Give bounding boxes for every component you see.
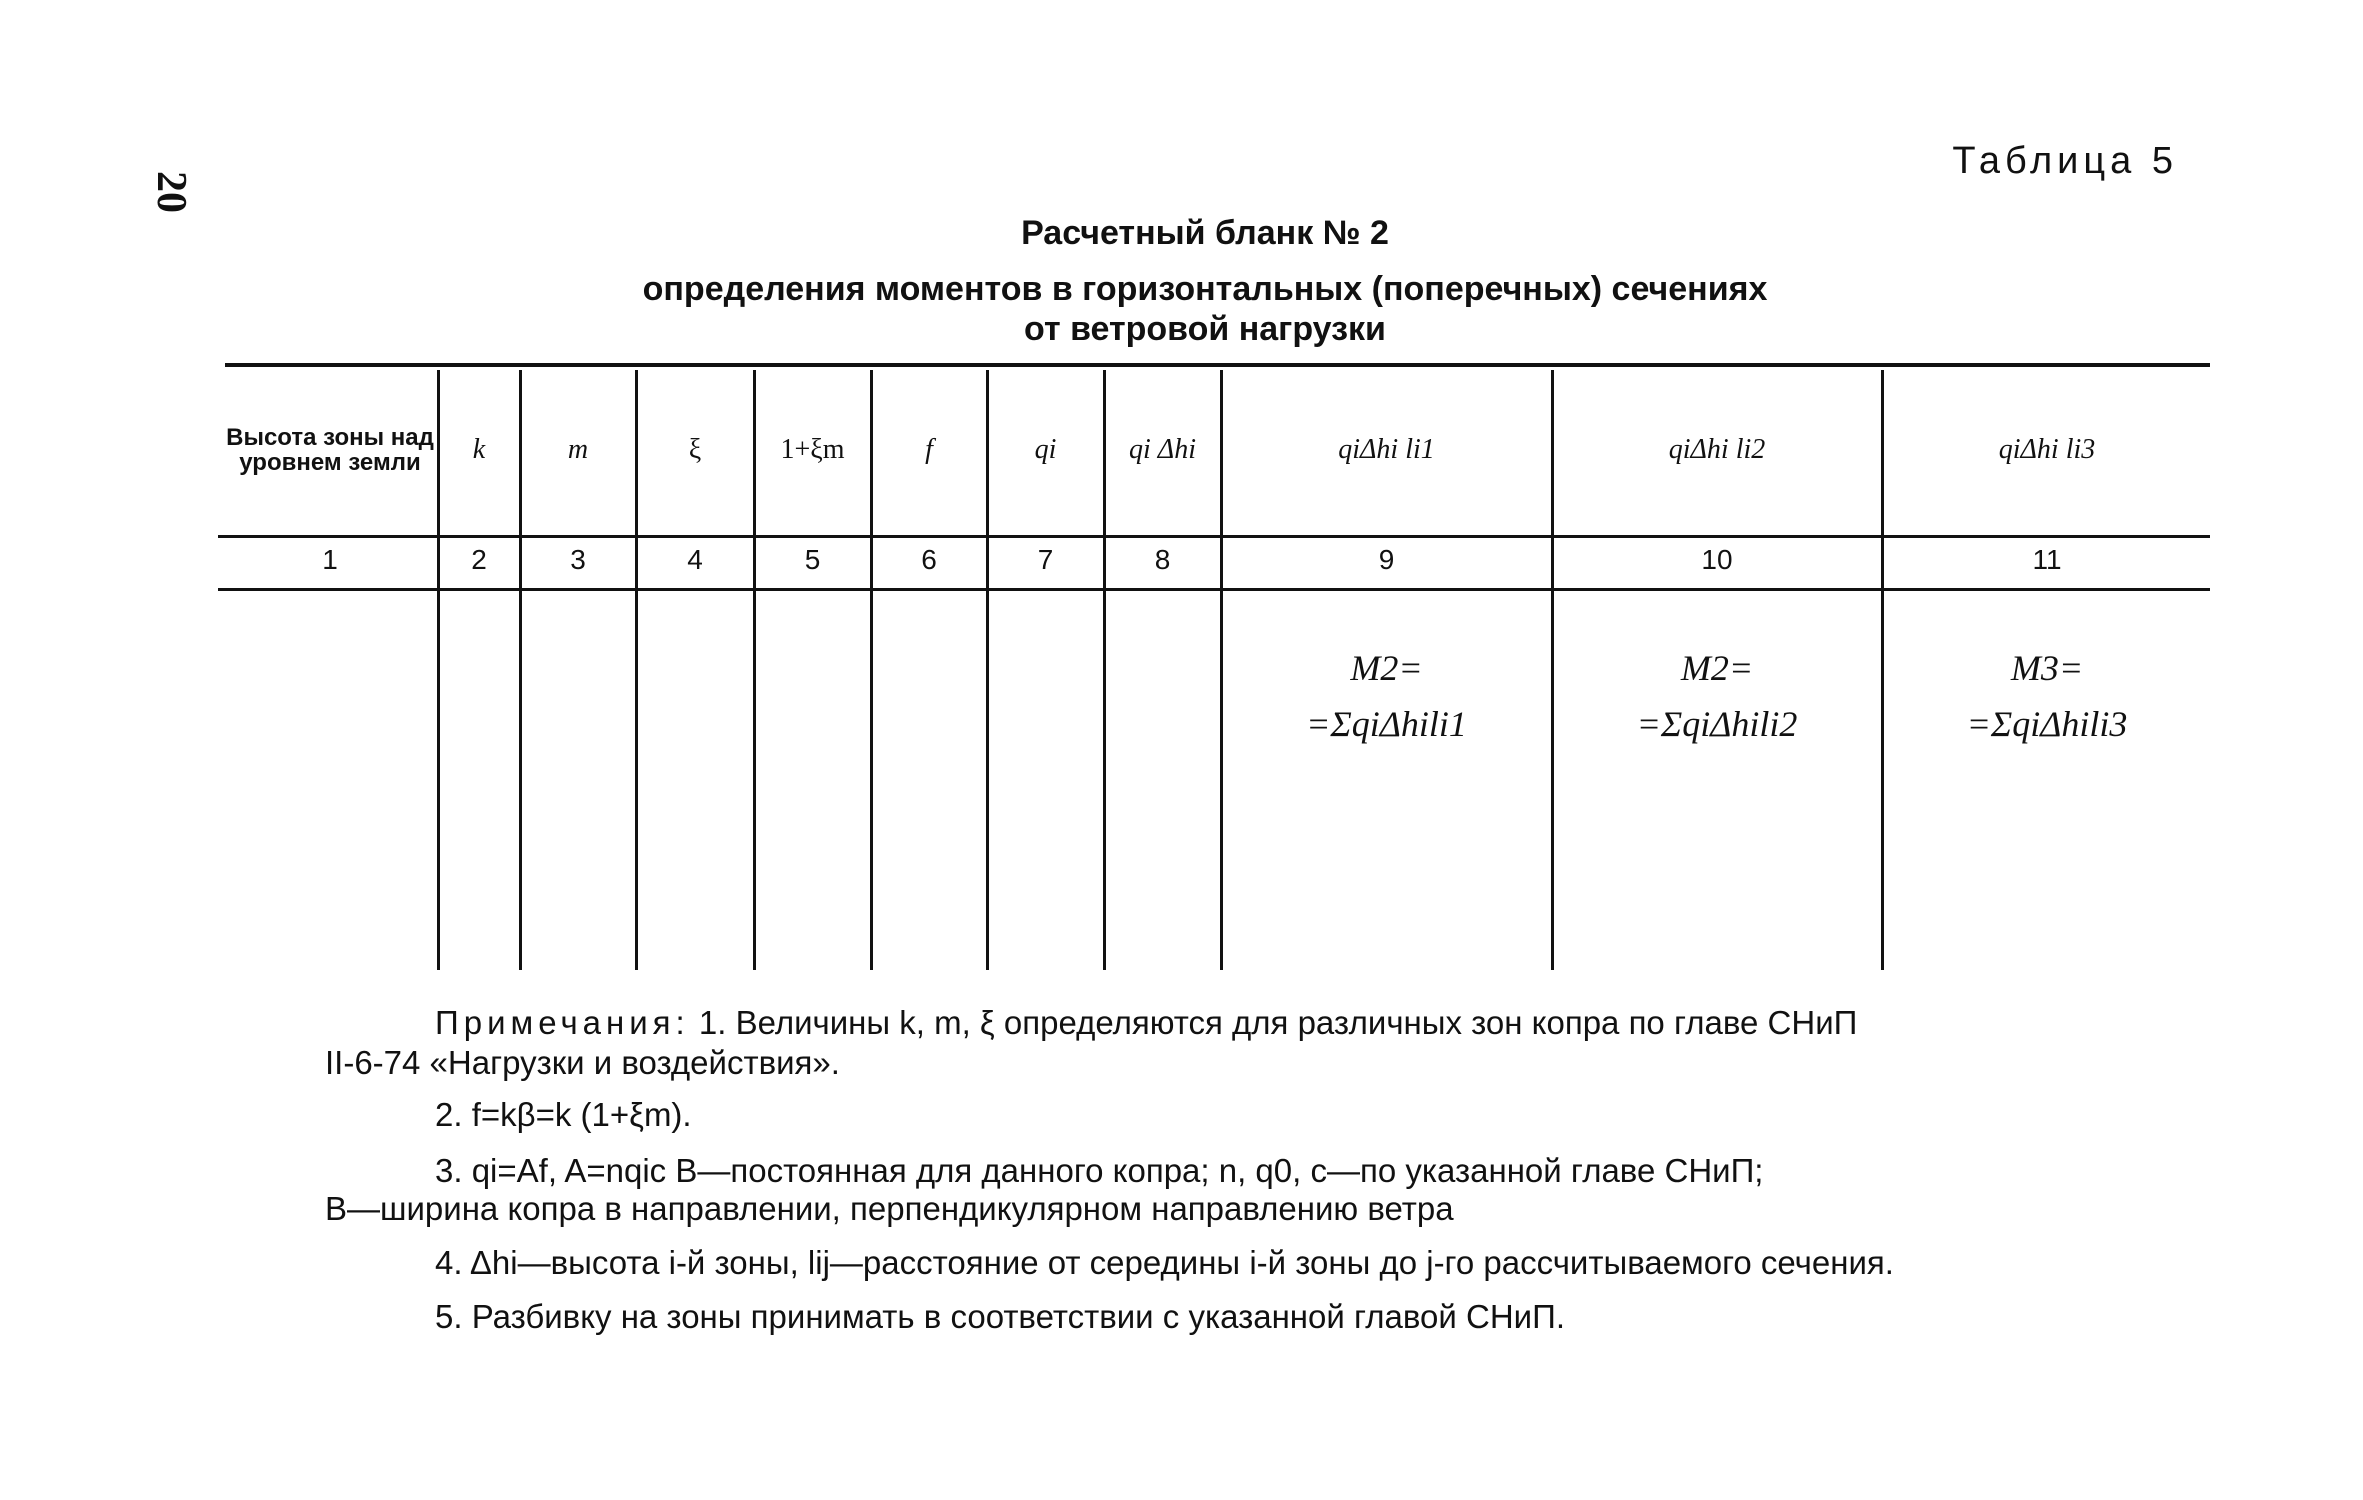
- numbers-bottom-rule: [218, 588, 2210, 591]
- moment-formula-1: M2= =ΣqiΔhili1: [1306, 648, 1467, 744]
- header-m: m: [567, 434, 589, 465]
- col-number: 1: [322, 544, 338, 575]
- form-subtitle-line1: определения моментов в горизонтальных (поперечных) сечениях: [642, 270, 1768, 308]
- note-1-line2: II-6-74 «Нагрузки и воздействия».: [325, 1044, 840, 1081]
- table-label: Таблица 5: [1952, 140, 2178, 182]
- page-number: 20: [148, 171, 194, 213]
- form-title: Расчетный бланк № 2: [1021, 214, 1389, 252]
- note-3-line1: 3. qi=Af, A=nqic B—постоянная для данного копра; n, q0, c—по указанной главе СНиП;: [435, 1152, 1764, 1189]
- header-qi-dhi-li1: qiΔhi li1: [1338, 434, 1435, 465]
- col-number: 2: [471, 544, 487, 575]
- note-5: 5. Разбивку на зоны принимать в соответствии с указанной главой СНиП.: [435, 1298, 1565, 1335]
- note-3-line2: B—ширина копра в направлении, перпендикулярном направлению ветра: [325, 1190, 1454, 1227]
- col-number: 5: [804, 544, 821, 575]
- header-qi-dhi-li2: qiΔhi li2: [1668, 434, 1766, 465]
- note-2: 2. f=kβ=k (1+ξm).: [435, 1096, 692, 1133]
- header-bottom-rule: [218, 535, 2210, 538]
- moment-formula-2: M2= =ΣqiΔhili2: [1636, 648, 1798, 744]
- col-number: 11: [2032, 544, 2062, 575]
- header-xi: ξ: [688, 434, 702, 465]
- form-subtitle-line2: от ветровой нагрузки: [1024, 310, 1386, 348]
- col-number: 10: [1701, 544, 1733, 575]
- col-number: 3: [570, 544, 586, 575]
- header-zone-height: Высота зоны над уровнем земли: [226, 423, 434, 476]
- header-qi-dhi-li3: qiΔhi li3: [1998, 434, 2096, 465]
- col-number: 7: [1037, 544, 1054, 575]
- moment-formula-3: M3= =ΣqiΔhili3: [1966, 648, 2128, 744]
- header-f: f: [925, 434, 933, 465]
- note-1-line1: Примечания: 1. Величины k, m, ξ определяются для различных зон копра по главе СНиП: [435, 1004, 1858, 1041]
- header-qi-dhi: qi Δhi: [1129, 434, 1196, 465]
- col-number: 4: [687, 544, 703, 575]
- notes-heading: Примечания:: [435, 1004, 690, 1041]
- col-number: 6: [921, 544, 937, 575]
- col-number: 9: [1378, 544, 1395, 575]
- note-4: 4. Δhi—высота i-й зоны, lij—расстояние от середины i-й зоны до j-го рассчитываемого сечения.: [435, 1244, 1894, 1281]
- table-top-rule: [225, 363, 2210, 367]
- col-number: 8: [1154, 544, 1171, 575]
- header-k: k: [472, 434, 486, 465]
- header-qi: qi: [1034, 434, 1057, 465]
- header-1-plus-xi-m: 1+ξm: [780, 434, 845, 465]
